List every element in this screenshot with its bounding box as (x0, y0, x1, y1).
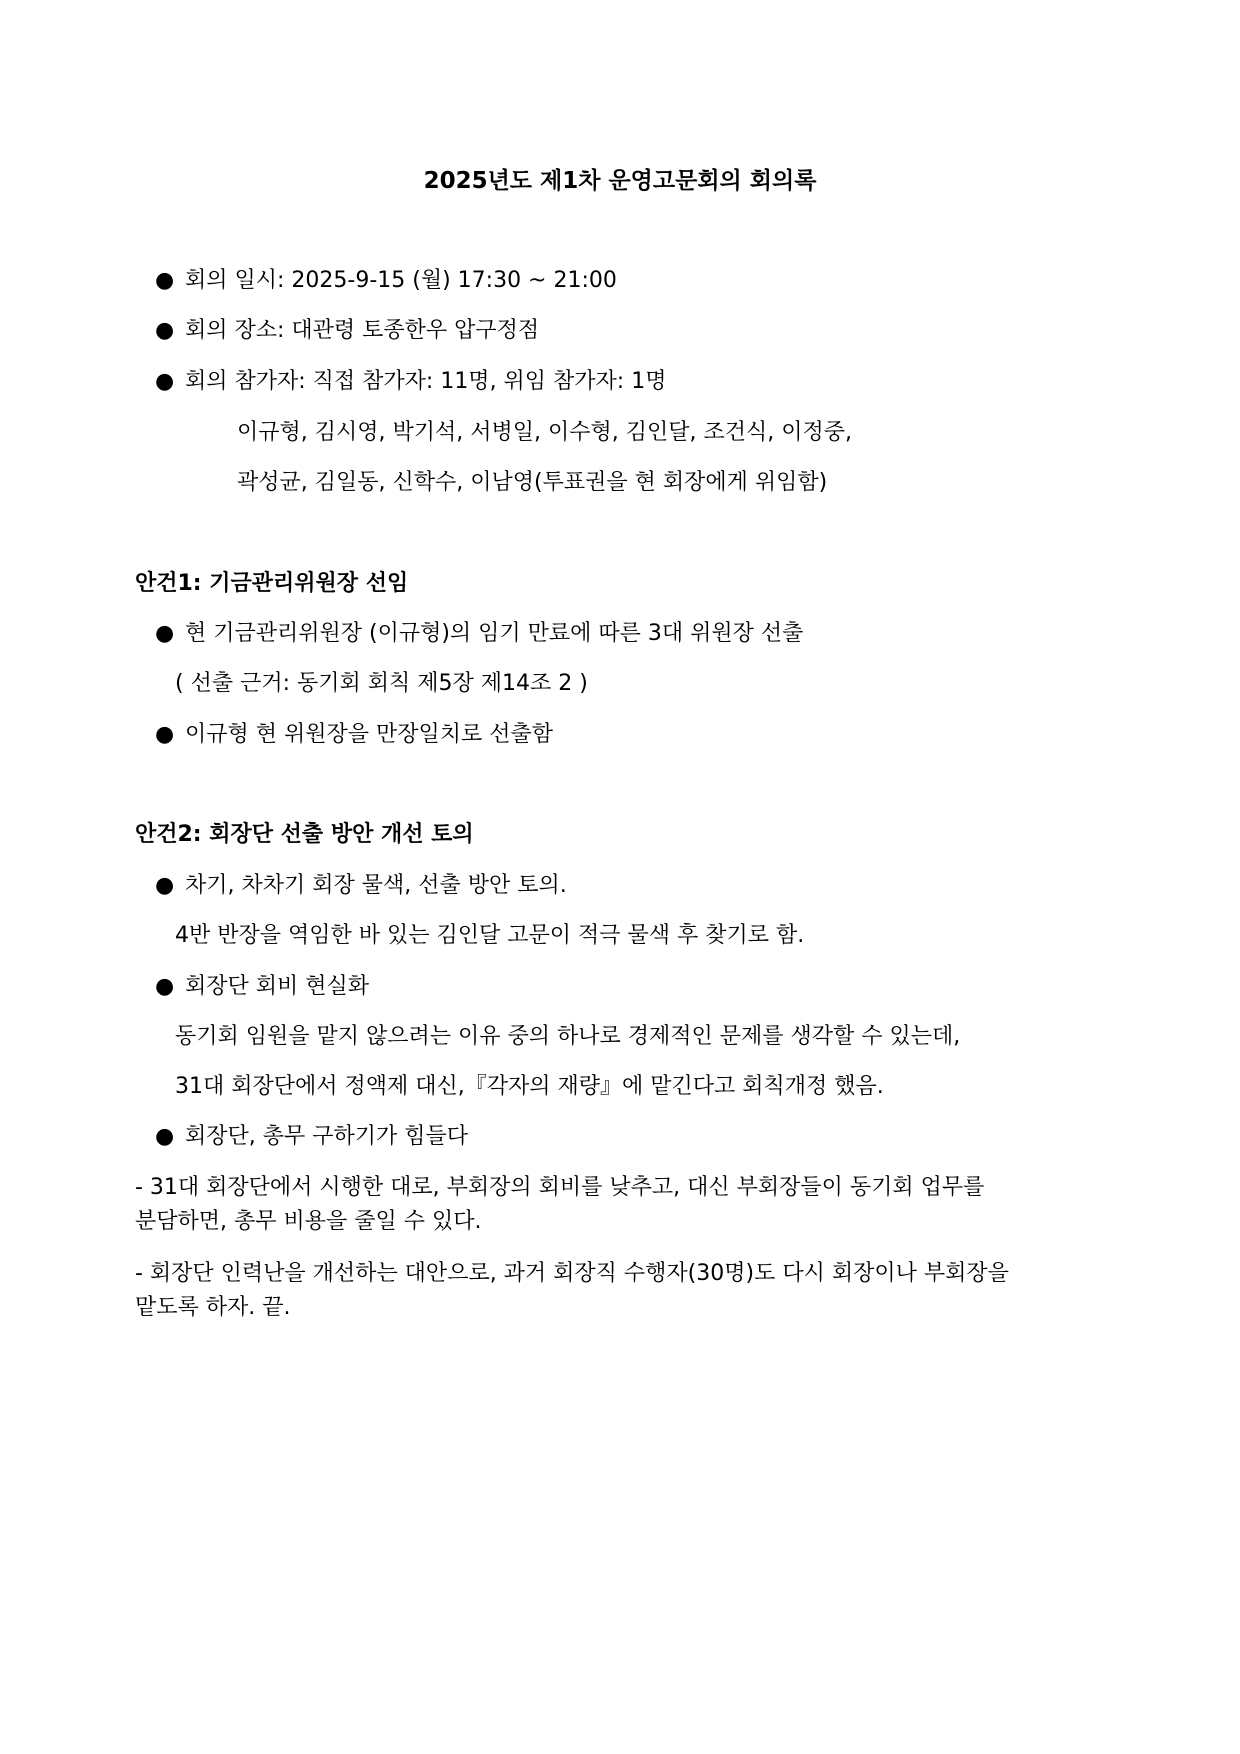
agenda2-dash-2-line-1: - 회장단 인력난을 개선하는 대안으로, 과거 회장직 수행자(30명)도 다시 회장이나 부회장을 (135, 1261, 1009, 1286)
bullet-icon: ● (155, 1124, 175, 1149)
agenda2-dash-2-line-2: 맡도록 하자. 끝. (135, 1295, 291, 1320)
meeting-datetime-text: 회의 일시: 2025-9-15 (월) 17:30 ~ 21:00 (185, 268, 617, 293)
agenda2-heading: 안건2: 회장단 선출 방안 개선 토의 (135, 822, 474, 847)
meeting-participants (155, 367, 666, 397)
agenda2-dash-1-line-2: 분담하면, 총무 비용을 줄일 수 있다. (135, 1209, 482, 1234)
bullet-icon: ● (155, 268, 175, 293)
bullet-icon: ● (155, 722, 175, 747)
bullet-icon: ● (155, 621, 175, 646)
agenda1-item-1-note: ( 선출 근거: 동기회 회칙 제5장 제14조 2 ) (175, 671, 588, 696)
agenda2-item-2 (155, 972, 369, 1002)
agenda2-item-2-note-2: 31대 회장단에서 정액제 대신,『각자의 재량』에 맡긴다고 회칙개정 했음. (175, 1074, 884, 1099)
agenda1-item-2 (155, 720, 553, 750)
agenda2-item-3-text: 회장단, 총무 구하기가 힘들다 (185, 1124, 468, 1149)
agenda2-item-2-text: 회장단 회비 현실화 (185, 974, 370, 999)
agenda2-item-2-note-1: 동기회 임원을 맡지 않으려는 이유 중의 하나로 경제적인 문제를 생각할 수 있는데, (175, 1024, 961, 1049)
agenda1-item-1 (155, 619, 803, 649)
participant-names-line-2: 곽성균, 김일동, 신학수, 이남영(투표권을 현 회장에게 위임함) (237, 470, 828, 495)
agenda2-dash-1-line-1: - 31대 회장단에서 시행한 대로, 부회장의 회비를 낮추고, 대신 부회장들이 동기회 업무를 (135, 1175, 985, 1200)
agenda1-item-2-text: 이규형 현 위원장을 만장일치로 선출함 (185, 722, 554, 747)
agenda2-item-1-text: 차기, 차차기 회장 물색, 선출 방안 토의. (185, 873, 567, 898)
meeting-datetime (155, 266, 617, 296)
agenda2-item-1 (155, 871, 567, 901)
agenda2-item-1-note: 4반 반장을 역임한 바 있는 김인달 고문이 적극 물색 후 찾기로 함. (175, 923, 805, 948)
bullet-icon: ● (155, 873, 175, 898)
agenda1-heading: 안건1: 기금관리위원장 선임 (135, 571, 409, 596)
meeting-location (155, 316, 539, 346)
bullet-icon: ● (155, 369, 175, 394)
bullet-icon: ● (155, 974, 175, 999)
document-title: 2025년도 제1차 운영고문회의 회의록 (423, 168, 817, 194)
meeting-location-text: 회의 장소: 대관령 토종한우 압구정점 (185, 318, 540, 343)
bullet-icon: ● (155, 318, 175, 343)
agenda2-item-3 (155, 1122, 468, 1152)
agenda1-item-1-text: 현 기금관리위원장 (이규형)의 임기 만료에 따른 3대 위원장 선출 (185, 621, 804, 646)
participant-names-line-1: 이규형, 김시영, 박기석, 서병일, 이수형, 김인달, 조건식, 이정중, (237, 420, 852, 445)
meeting-participants-text: 회의 참가자: 직접 참가자: 11명, 위임 참가자: 1명 (185, 369, 667, 394)
